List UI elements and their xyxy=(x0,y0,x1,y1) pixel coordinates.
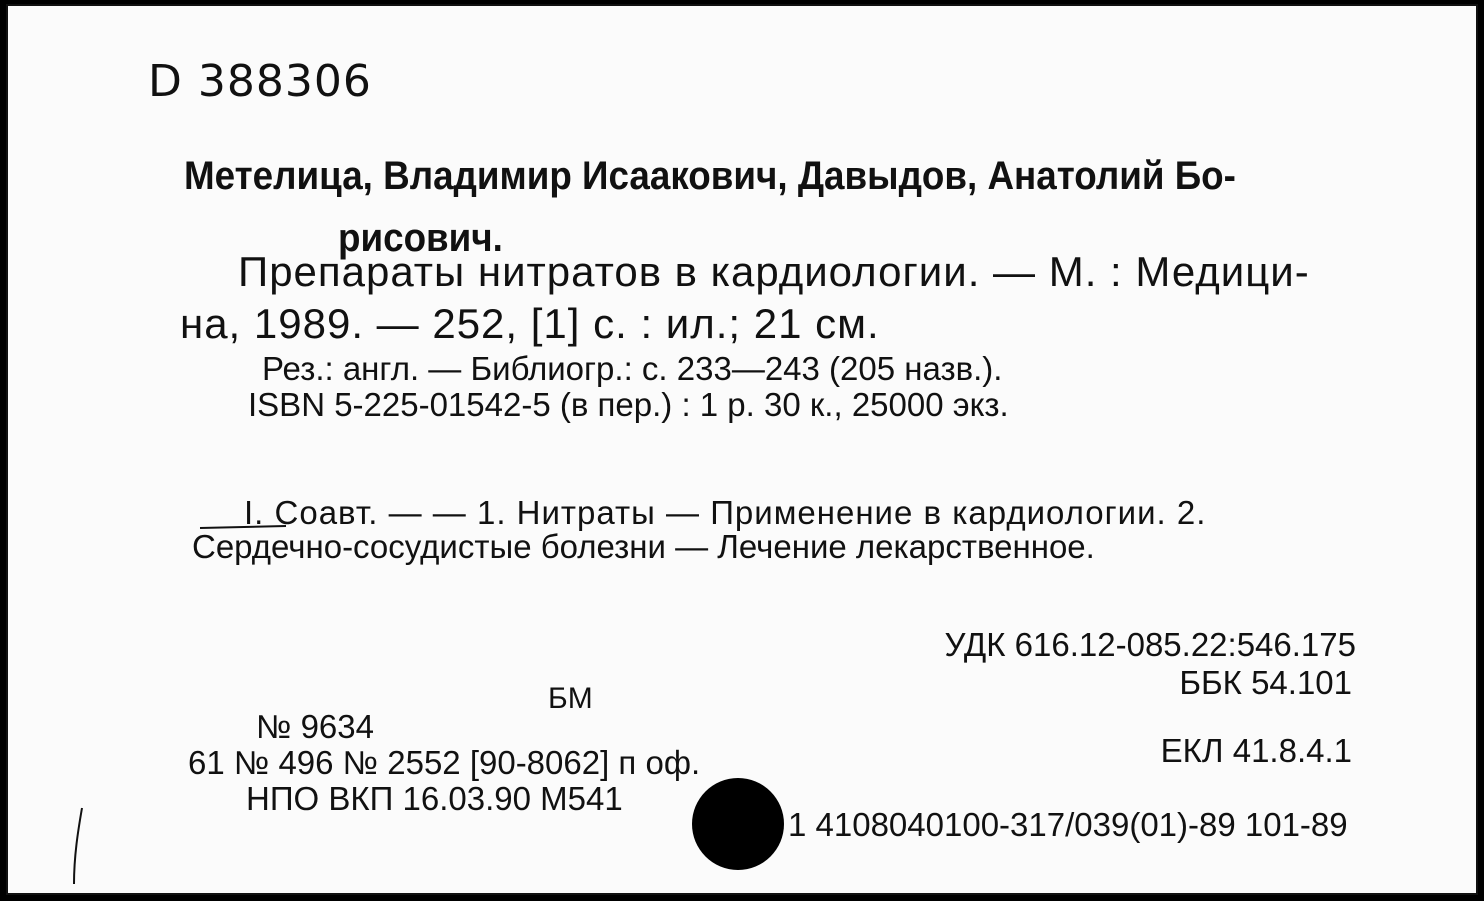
punch-hole xyxy=(692,778,784,870)
tracing-line-1: I. Соавт. — — 1. Нитраты — Применение в кардиологии. 2. xyxy=(244,494,1207,531)
publication-code: 1 4108040100-317/039(01)-89 101-89 xyxy=(788,806,1348,843)
note-line-1: Рез.: англ. — Библиогр.: с. 233—243 (205 назв.). xyxy=(262,350,1003,387)
isbn-line: ISBN 5-225-01542-5 (в пер.) : 1 р. 30 к., 25000 экз. xyxy=(248,386,1009,423)
pen-mark xyxy=(68,806,88,886)
card-number: № 9634 xyxy=(256,708,374,745)
library-stamp: БМ xyxy=(548,682,593,715)
tracing-line-2: Сердечно-сосудистые болезни — Лечение лекарственное. xyxy=(192,528,1095,565)
catalog-card xyxy=(6,4,1478,895)
print-info-line-2: НПО ВКП 16.03.90 М541 xyxy=(246,780,623,817)
ekl-code: ЕКЛ 41.8.4.1 xyxy=(1160,732,1352,769)
author-line-1: Метелица, Владимир Исаакович, Давыдов, Анатолий Бо- xyxy=(184,154,1236,198)
bbk-code: ББК 54.101 xyxy=(1179,664,1352,701)
catalog-number: D 388306 xyxy=(148,56,372,107)
udk-code: УДК 616.12-085.22:546.175 xyxy=(944,626,1356,663)
title-line-2: на, 1989. — 252, [1] с. : ил.; 21 см. xyxy=(180,300,880,347)
underline-mark xyxy=(198,522,288,532)
author-line-2: рисович. xyxy=(338,216,503,260)
title-line-1: Препараты нитратов в кардиологии. — М. : Медици- xyxy=(238,248,1310,295)
print-info-line-1: 61 № 496 № 2552 [90-8062] п оф. xyxy=(188,744,701,781)
